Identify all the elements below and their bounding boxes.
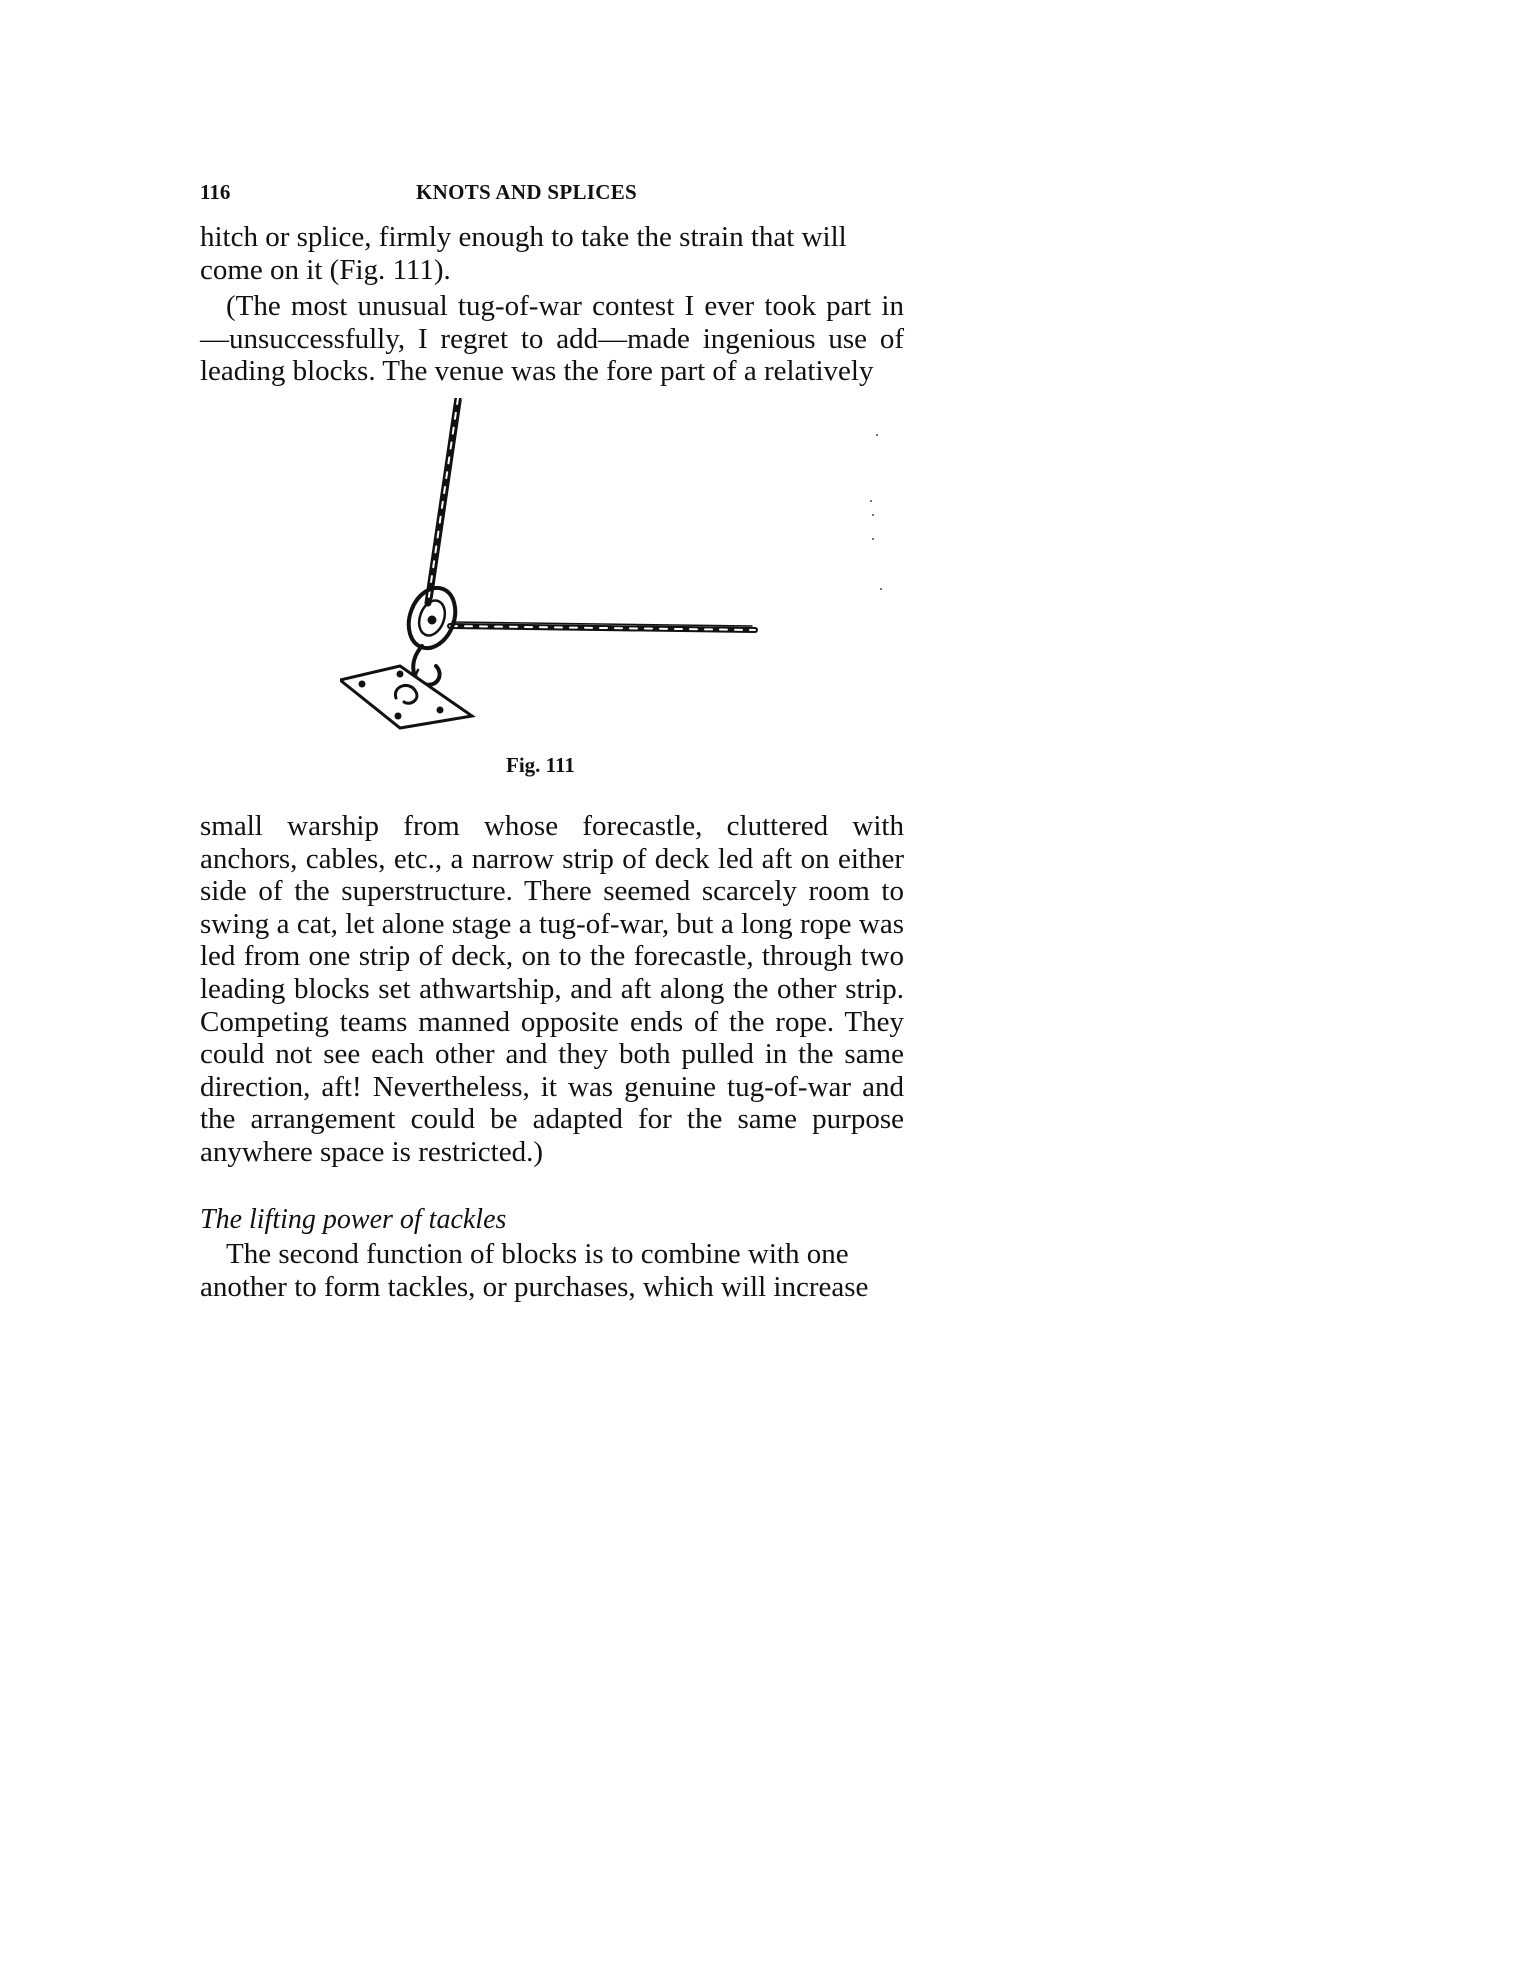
figure-caption: Fig. 111	[506, 753, 575, 777]
section-heading-text: The lifting power of tackles	[200, 1204, 507, 1235]
figure-111	[340, 398, 820, 738]
paragraph-3	[200, 810, 904, 1169]
paragraph-2	[200, 290, 904, 388]
leading-block-illustration	[340, 398, 820, 738]
paragraph-1-text: hitch or splice, firmly enough to take the strain that will come on it (Fig. 111).	[200, 221, 847, 286]
paragraph-4	[200, 1238, 904, 1303]
deck-plate	[340, 666, 472, 728]
running-head-title: KNOTS AND SPLICES	[416, 180, 637, 204]
section-heading	[200, 1204, 904, 1237]
paragraph-4-text: The second function of blocks is to combine with one another to form tackles, or purchases, which will increase	[200, 1238, 869, 1303]
page-number: 116	[200, 180, 231, 204]
paragraph-1	[200, 221, 904, 286]
paragraph-2-text: (The most unusual tug-of-war contest I ever took part in —unsuccessfully, I regret to add—made ingenious use of leading blocks. The venue was the fore part of a relatively	[200, 290, 904, 388]
scan-specks	[870, 430, 890, 610]
running-header	[200, 180, 900, 206]
paragraph-3-text: small warship from whose forecastle, cluttered with anchors, cables, etc., a narrow strip of deck led aft on either side of the superstructure. There seemed scarcely room to swing a cat, let alone stage a tug-of-war, but a long rope was led from one strip of deck, on to the forecastle, through two leading blocks set athwartship, and aft along the other strip. Competing teams manned opposite ends of the rope. They could not see each other and they both pulled in the same direction, aft! Nevertheless, it was genuine tug-of-war and the arrangement could be adapted for the same purpose anywhere space is restricted.)	[200, 810, 904, 1168]
